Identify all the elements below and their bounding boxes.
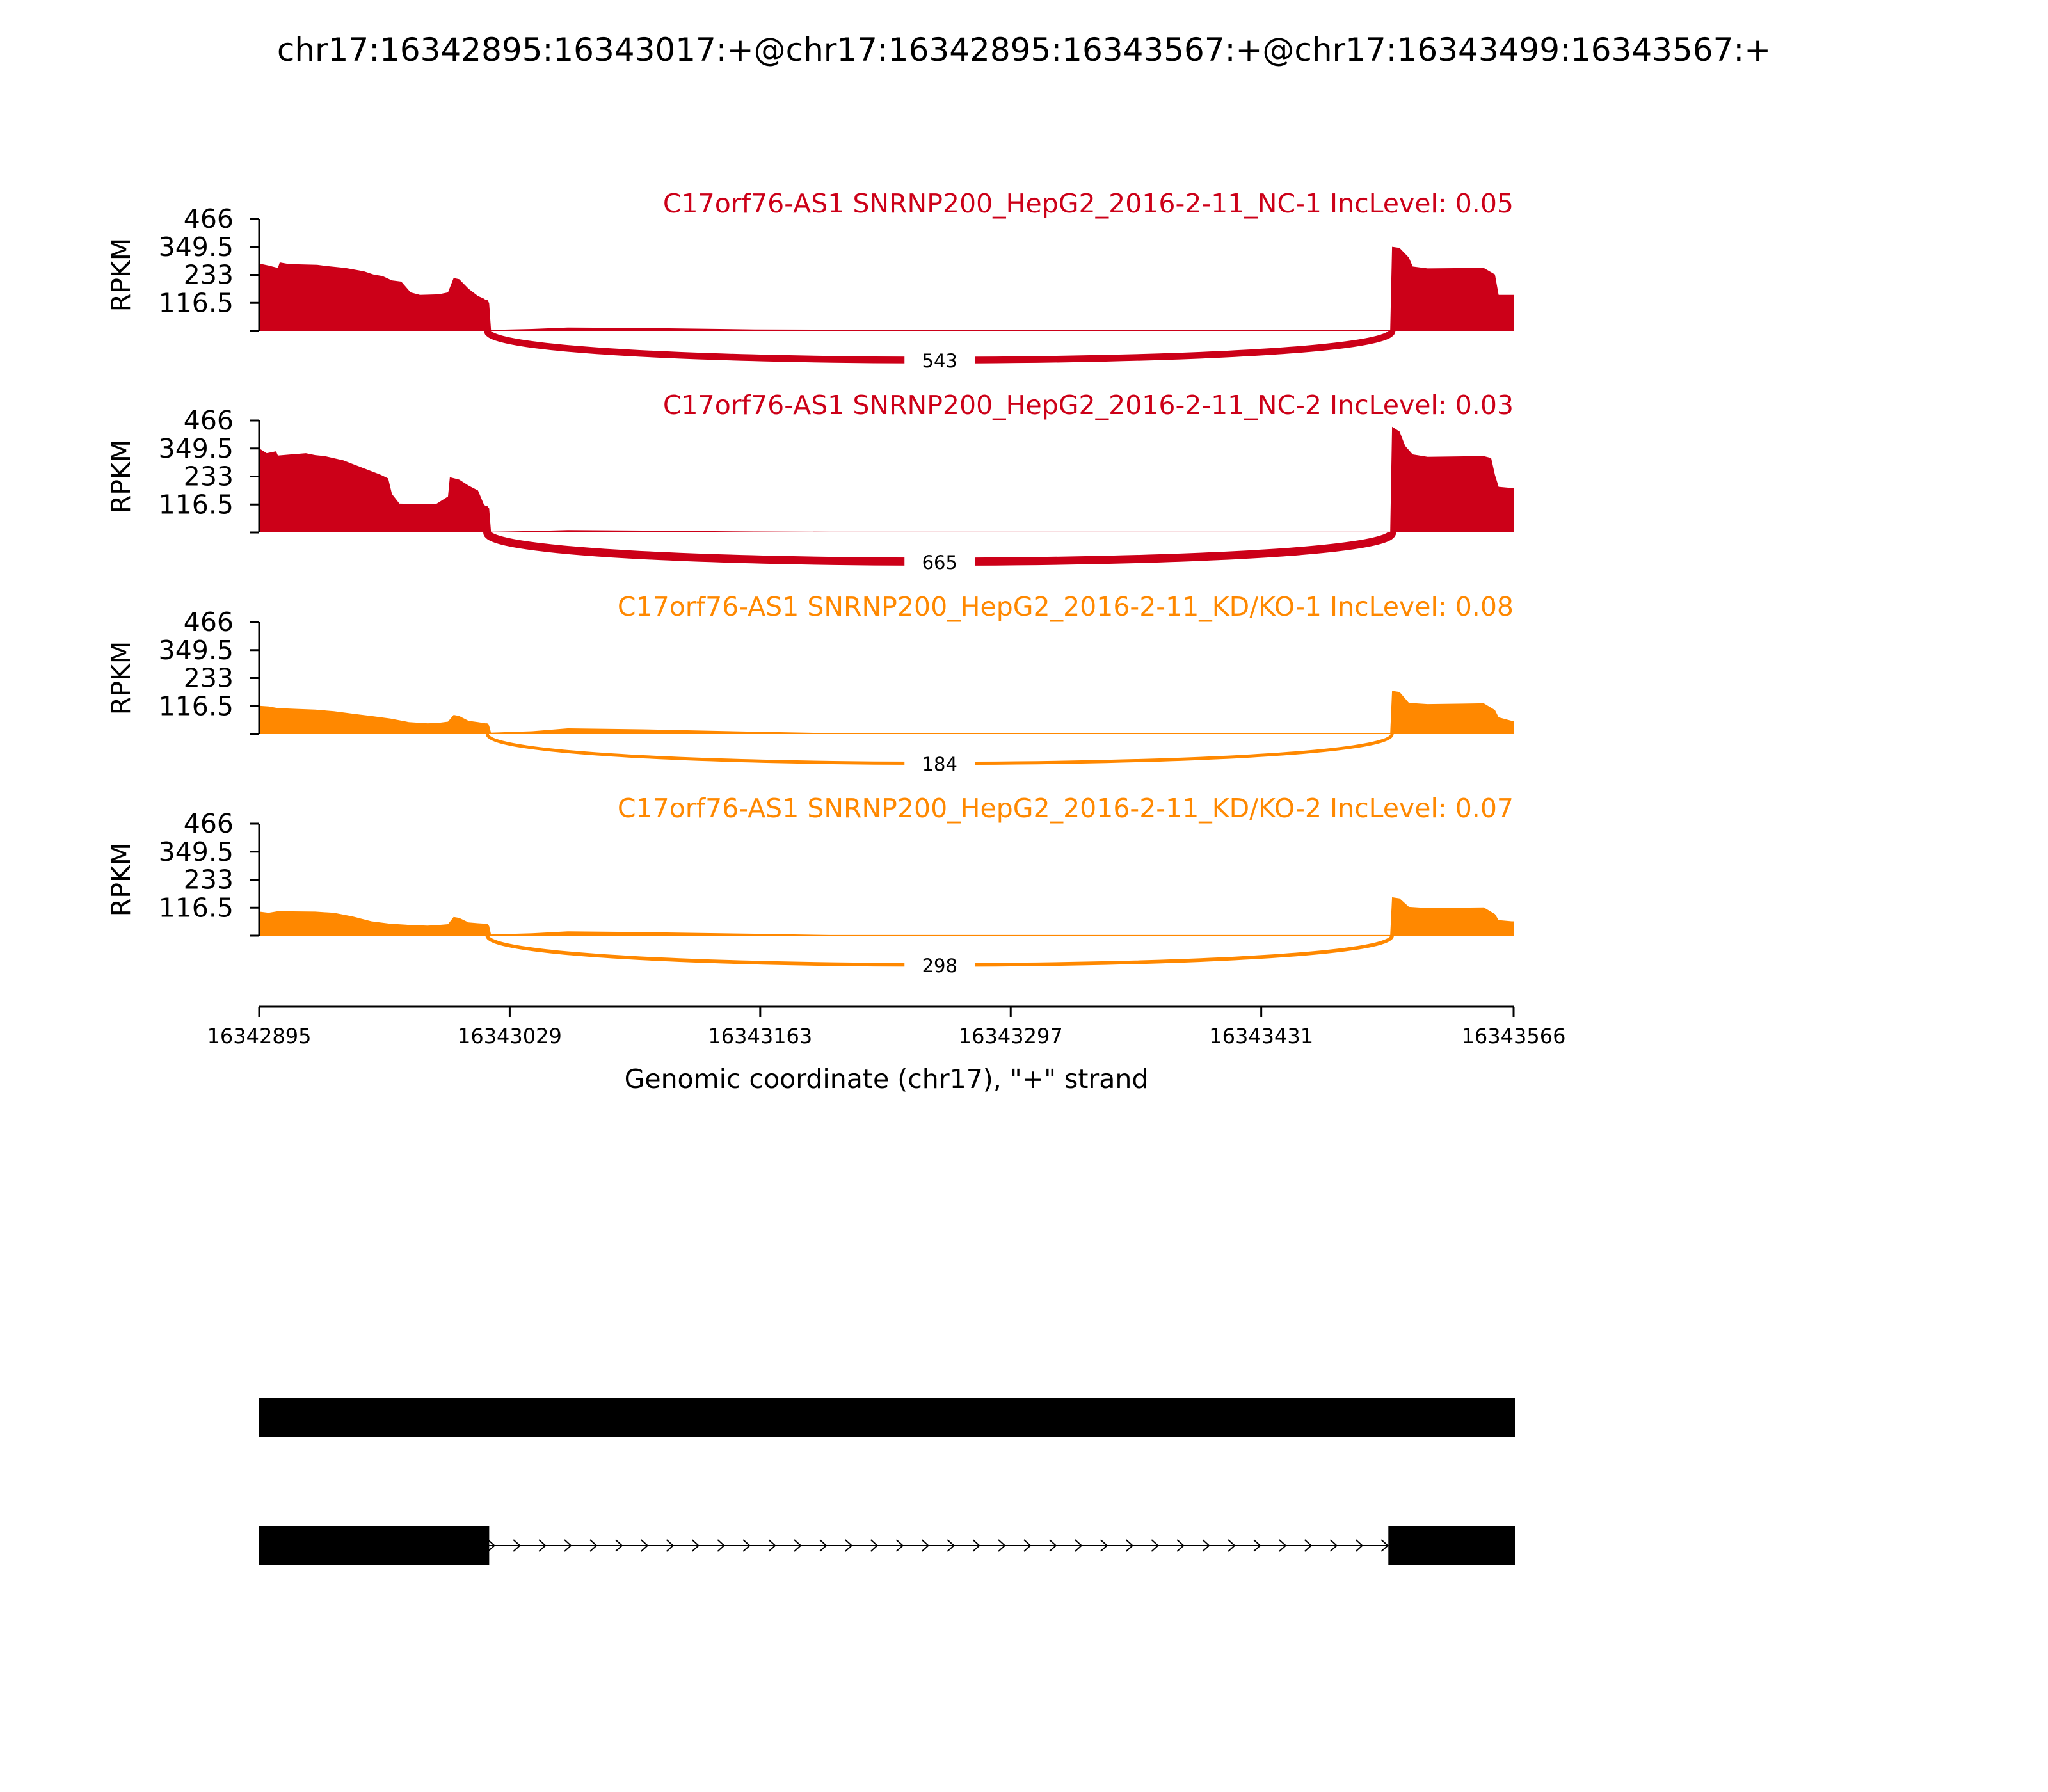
x-axis-label: Genomic coordinate (chr17), "+" strand <box>624 1064 1149 1094</box>
coverage-area <box>259 897 1514 936</box>
x-tick-label: 16343566 <box>1461 1024 1566 1048</box>
exon-block <box>259 1526 489 1565</box>
y-tick-label: 116.5 <box>158 691 234 722</box>
y-tick-label: 233 <box>183 864 234 895</box>
gene-model <box>259 1526 1515 1565</box>
x-tick-label: 16343163 <box>708 1024 813 1048</box>
y-tick-label: 233 <box>183 259 234 291</box>
track-title: C17orf76-AS1 SNRNP200_HepG2_2016-2-11_NC-2 IncLevel: 0.03 <box>662 390 1514 420</box>
y-tick-label: 116.5 <box>158 287 234 319</box>
y-tick-label: 116.5 <box>158 489 234 520</box>
x-axis <box>207 1007 1566 1048</box>
x-tick-label: 16343029 <box>457 1024 562 1048</box>
y-tick-label: 466 <box>183 607 234 637</box>
coverage-track <box>106 591 1514 775</box>
junction-count-label: 543 <box>922 349 957 372</box>
exon-block <box>259 1398 1515 1437</box>
y-axis-label: RPKM <box>106 842 136 917</box>
coverage-track <box>106 390 1514 573</box>
y-tick-label: 233 <box>183 662 234 694</box>
y-tick-label: 349.5 <box>158 836 234 867</box>
exon-block <box>1388 1526 1515 1565</box>
y-tick-label: 349.5 <box>158 231 234 262</box>
junction-count-label: 298 <box>922 954 957 977</box>
y-axis-label: RPKM <box>106 641 136 716</box>
coverage-track <box>106 793 1514 977</box>
gene-models <box>259 1398 1515 1565</box>
y-tick-label: 349.5 <box>158 433 234 464</box>
track-title: C17orf76-AS1 SNRNP200_HepG2_2016-2-11_NC-1 IncLevel: 0.05 <box>662 188 1514 219</box>
coverage-tracks <box>106 188 1514 977</box>
coverage-area <box>259 691 1514 734</box>
junction-count-label: 184 <box>922 753 957 775</box>
coverage-area <box>259 427 1514 532</box>
y-tick-label: 349.5 <box>158 634 234 666</box>
x-tick-label: 16343297 <box>958 1024 1063 1048</box>
y-tick-label: 466 <box>183 405 234 436</box>
y-axis-label: RPKM <box>106 439 136 514</box>
coverage-track <box>106 188 1514 372</box>
y-tick-label: 116.5 <box>158 892 234 924</box>
junction-count-label: 665 <box>922 551 957 573</box>
track-title: C17orf76-AS1 SNRNP200_HepG2_2016-2-11_KD/KO-2 IncLevel: 0.07 <box>617 793 1514 824</box>
coverage-area <box>259 247 1514 331</box>
x-tick-label: 16343431 <box>1209 1024 1314 1048</box>
y-tick-label: 466 <box>183 808 234 839</box>
x-tick-label: 16342895 <box>207 1024 312 1048</box>
y-tick-label: 466 <box>183 204 234 234</box>
plot-title: chr17:16342895:16343017:+@chr17:16342895:16343567:+@chr17:16343499:16343567:+ <box>276 31 1772 68</box>
gene-model <box>259 1398 1515 1437</box>
track-title: C17orf76-AS1 SNRNP200_HepG2_2016-2-11_KD/KO-1 IncLevel: 0.08 <box>617 591 1514 622</box>
y-axis-label: RPKM <box>106 237 136 312</box>
y-tick-label: 233 <box>183 461 234 492</box>
